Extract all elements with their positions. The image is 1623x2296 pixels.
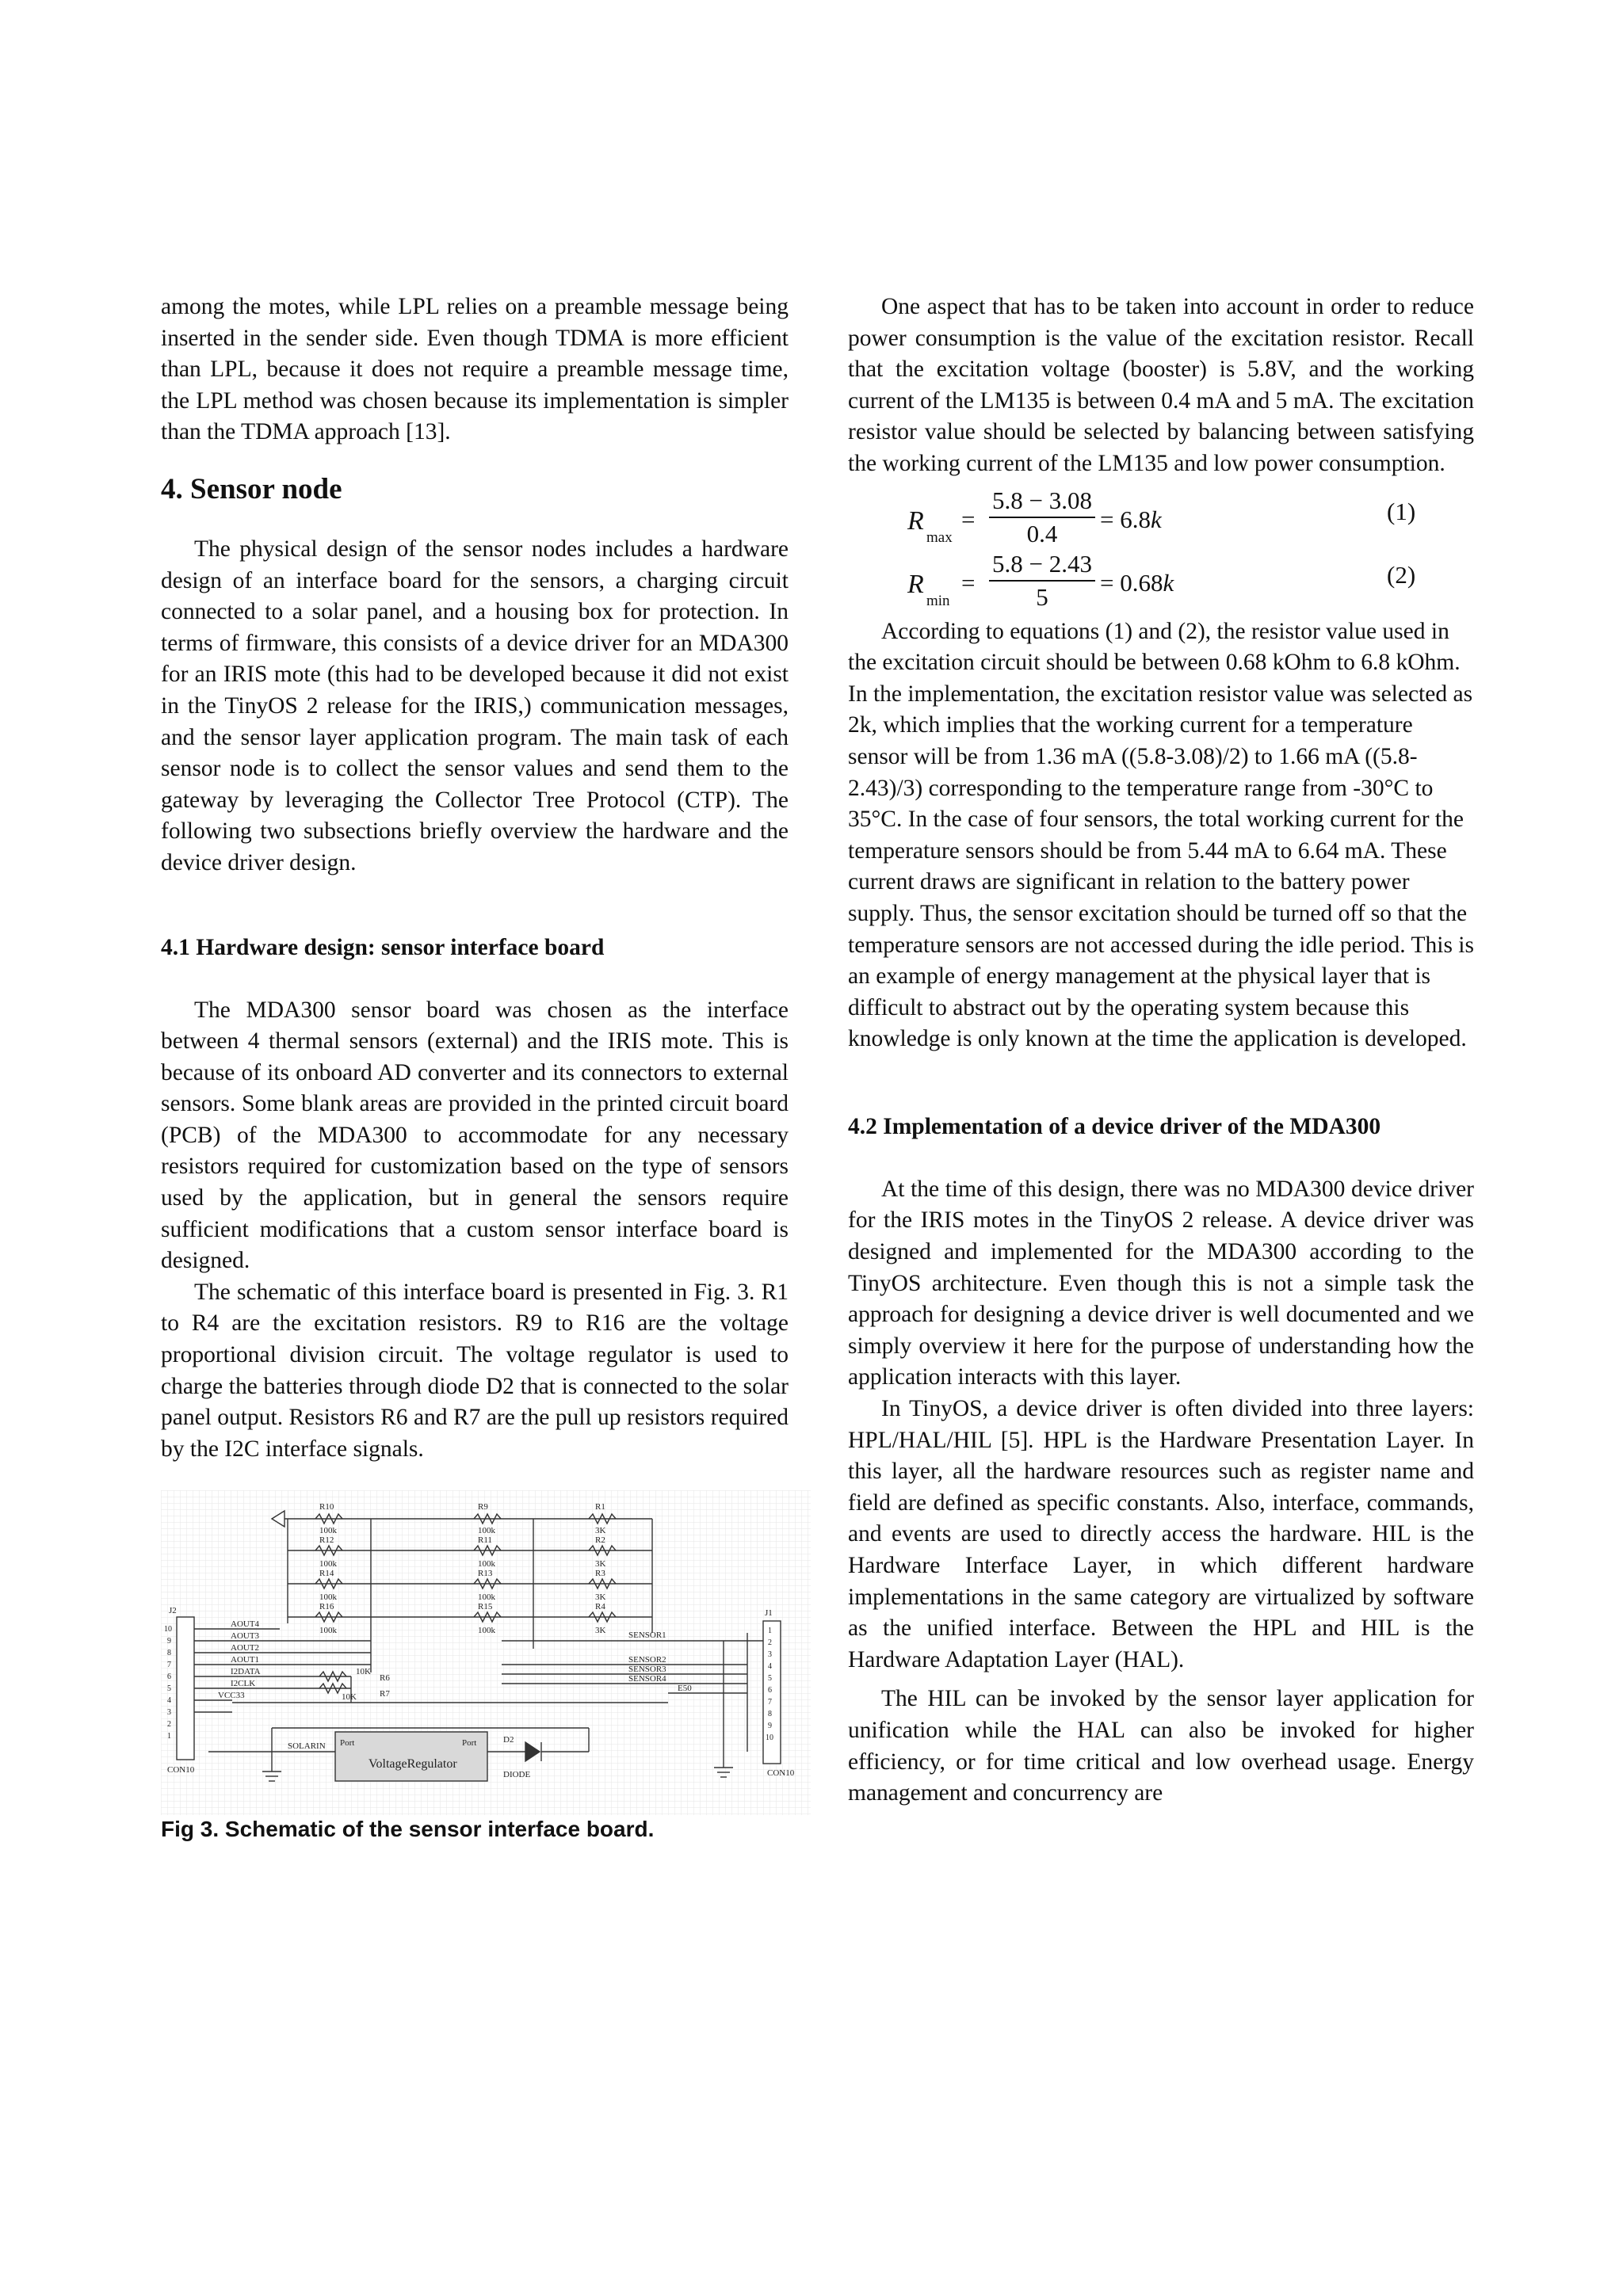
label-r11: R11 <box>478 1535 492 1546</box>
j2-pin: 6 <box>167 1672 171 1682</box>
j1-pin: 3 <box>768 1650 772 1660</box>
label-r16: R16 <box>319 1602 334 1612</box>
j1-pin: 9 <box>768 1722 772 1731</box>
eq1-result <box>1100 504 1162 536</box>
connector-j1 <box>763 1621 781 1764</box>
left-column <box>161 292 795 1844</box>
schematic-figure <box>161 1490 811 1815</box>
eq2-result-value: = 0.68 <box>1100 568 1163 597</box>
label-r15: R15 <box>478 1602 493 1612</box>
eq1-result-unit: k <box>1150 505 1162 533</box>
label-diode: DIODE <box>503 1770 531 1780</box>
label-sensor1: SENSOR1 <box>628 1630 666 1641</box>
eq2-number: (2) <box>1387 560 1416 589</box>
label-d2: D2 <box>503 1735 514 1745</box>
section-4-paragraph: The physical design of the sensor nodes includes a hardware design of an interface board for the sensors, a charging circuit connected to a solar panel, and a housing box for protection. In terms of firmware, this consists of a device driver for an MDA300 for an IRIS mote (this had to be developed because it did not exist in the TinyOS 2 release for the IRIS,) communication messages, and the sensor layer application program. The main task of each sensor node is to collect the sensor values and send them to the gateway by leveraging the Collector Tree Protocol (CTP). The following two subsections briefly overview the hardware and the device driver design. <box>161 536 789 875</box>
label-r6-value: 10K <box>356 1667 371 1677</box>
label-r15-value: 100k <box>478 1626 495 1636</box>
intro-paragraph: among the motes, while LPL relies on a preamble message being inserted in the sender side. Even though TDMA is more efficient than LPL, because it does not require a preamble message time, the LPL method was chosen because its implementation is simpler than the TDMA approach [13]. <box>161 294 789 445</box>
label-r10: R10 <box>319 1502 334 1512</box>
eq1-result-value: = 6.8 <box>1100 505 1151 533</box>
label-regulator: VoltageRegulator <box>369 1757 457 1772</box>
label-r9: R9 <box>478 1502 488 1512</box>
label-r4-value: 3K <box>595 1626 606 1636</box>
label-j1: J1 <box>765 1608 773 1619</box>
eq2-denominator: 5 <box>1036 582 1048 611</box>
resistor-value-paragraph: According to equations (1) and (2), the resistor value used in the excitation circuit should be between 0.68 kOhm to 6.8 kOhm. In the implementation, the excitation resistor value was selected as 2k, which implies that the working current for a temperature sensor will be from 1.36 mA ((5.8-3.08)/2) to 1.66 mA ((5.8-2.43)/3) corresponding to the temperature range from -30°C to 35°C. In the case of four sensors, the total working current for the temperature sensors should be from 5.44 mA to 6.64 mA. These current draws are significant in relation to the battery power supply. Thus, the sensor excitation should be turned off so that the temperature sensors are not accessed during the idle period. This is an example of energy management at the physical layer that is difficult to abstract out by the operating system because this knowledge is only known at the time the application is developed. <box>848 618 1474 1052</box>
right-column <box>848 292 1474 1810</box>
j1-pin: 1 <box>768 1627 772 1636</box>
label-solarin: SOLARIN <box>288 1741 326 1752</box>
j1-pin: 8 <box>768 1710 772 1719</box>
equation-1 <box>848 486 1474 550</box>
label-r3-value: 3K <box>595 1592 606 1603</box>
section-4-2-paragraph-1: At the time of this design, there was no MDA300 device driver for the IRIS motes in the TinyOS 2 release. A device driver was designed and implemented for the MDA300 according to the TinyOS architecture. Even though this is not a simple task the approach for designing a device driver is well documented and we simply overview it here for the purpose of understanding how the application interacts with this layer. <box>848 1176 1474 1390</box>
label-con10-right: CON10 <box>767 1768 795 1779</box>
j1-pin: 10 <box>766 1733 773 1743</box>
label-con10-left: CON10 <box>167 1765 195 1775</box>
section-4-1-paragraph-2: The schematic of this interface board is presented in Fig. 3. R1 to R4 are the excitation resistors. R9 to R16 are the voltage proportional division circuit. The voltage regulator is used to charge the batteries through diode D2 that is connected to the solar panel output. Resistors R6 and R7 are the pull up resistors required by the I2C interface signals. <box>161 1279 789 1462</box>
eq2-subscript: min <box>926 592 950 609</box>
label-r16-value: 100k <box>319 1626 337 1636</box>
label-r6: R6 <box>380 1673 390 1684</box>
label-r7-value: 10K <box>342 1692 357 1703</box>
j2-pin: 3 <box>167 1708 171 1718</box>
label-r14: R14 <box>319 1569 334 1579</box>
label-r14-value: 100k <box>319 1592 337 1603</box>
j1-pin: 2 <box>768 1638 772 1648</box>
eq2-result <box>1100 567 1174 599</box>
label-aout4: AOUT4 <box>231 1619 260 1630</box>
label-r13: R13 <box>478 1569 493 1579</box>
j1-pin: 6 <box>768 1686 772 1695</box>
label-port-in: Port <box>340 1738 355 1749</box>
j2-pin: 7 <box>167 1661 171 1670</box>
label-aout2: AOUT2 <box>231 1643 260 1653</box>
eq2-result-unit: k <box>1163 568 1174 597</box>
equation-2 <box>848 550 1474 613</box>
eq2-equals: = <box>961 568 976 597</box>
label-r4: R4 <box>595 1602 605 1612</box>
eq2-variable: R <box>907 569 924 599</box>
label-sensor2: SENSOR2 <box>628 1655 666 1665</box>
section-4-2-paragraph-3: The HIL can be invoked by the sensor layer application for unification while the HAL can also be invoked for higher efficiency, or for time critical and low overhead usage. Energy management and concurrency are <box>848 1686 1474 1806</box>
figure-3-caption: Fig 3. Schematic of the sensor interface board. <box>161 1817 655 1842</box>
eq1-denominator: 0.4 <box>1026 519 1058 547</box>
eq1-numerator: 5.8 − 3.08 <box>992 486 1092 514</box>
label-port-out: Port <box>462 1738 477 1749</box>
eq1-equals: = <box>961 505 976 533</box>
eq1-subscript: max <box>926 528 953 546</box>
label-r2: R2 <box>595 1535 605 1546</box>
label-r2-value: 3K <box>595 1559 606 1569</box>
label-sensor3: SENSOR3 <box>628 1665 666 1675</box>
j1-pin: 4 <box>768 1662 772 1672</box>
j2-pin: 10 <box>164 1625 172 1634</box>
section-4-1-heading: 4.1 Hardware design: sensor interface board <box>161 934 605 960</box>
section-4-1-paragraph-1: The MDA300 sensor board was chosen as the interface between 4 thermal sensors (external) and the IRIS mote. This is because of its onboard AD converter and its connectors to external sensors. Some blank areas are provided in the printed circuit board (PCB) of the MDA300 to accommodate for any necessary resistors required for customization based on the type of sensors used by the application, but in general the sensors require sufficient modifications that a custom sensor interface board is designed. <box>161 997 789 1274</box>
j1-pin: 5 <box>768 1674 772 1684</box>
label-r12-value: 100k <box>319 1559 337 1569</box>
label-r3: R3 <box>595 1569 605 1579</box>
section-4-2-paragraph-2: In TinyOS, a device driver is often divided into three layers: HPL/HAL/HIL [5]. HPL is the Hardware Presentation Layer. In this layer, all the hardware resources such as register name and field are defined as specific constants. Also, interface, commands, and events are used to directly access the hardware. HIL is the Hardware Interface Layer, in which different hardware implementations in the same category are virtualized by software as the unified interface. Between the HPL and HIL is the Hardware Adaptation Layer (HAL). <box>848 1396 1474 1672</box>
label-r7: R7 <box>380 1689 390 1699</box>
label-aout1: AOUT1 <box>231 1655 260 1665</box>
figure-3 <box>161 1490 811 1815</box>
eq1-variable: R <box>907 505 924 536</box>
label-r11-value: 100k <box>478 1559 495 1569</box>
eq2-numerator: 5.8 − 2.43 <box>992 549 1092 578</box>
j2-pin: 8 <box>167 1649 171 1658</box>
label-r12: R12 <box>319 1535 334 1546</box>
section-4-heading: 4. Sensor node <box>161 472 342 505</box>
label-aout3: AOUT3 <box>231 1631 260 1642</box>
label-r1: R1 <box>595 1502 605 1512</box>
label-r13-value: 100k <box>478 1592 495 1603</box>
connector-j2 <box>177 1617 194 1760</box>
label-vcc33: VCC33 <box>218 1691 245 1701</box>
label-i2clk: I2CLK <box>231 1679 256 1689</box>
eq1-number: (1) <box>1387 497 1416 525</box>
j2-pin: 5 <box>167 1684 171 1694</box>
j1-pin: 7 <box>768 1698 772 1707</box>
j2-pin: 9 <box>167 1637 171 1646</box>
label-r10-value: 100k <box>319 1526 337 1536</box>
label-r9-value: 100k <box>478 1526 495 1536</box>
excitation-paragraph: One aspect that has to be taken into account in order to reduce power consumption is the value of the excitation resistor. Recall that the excitation voltage (booster) is 5.8V, and the working current of the LM135 is between 0.4 mA and 5 mA. The excitation resistor value should be selected by balancing between satisfying the working current of the LM135 and low power consumption. <box>848 294 1474 476</box>
label-j2: J2 <box>169 1606 177 1616</box>
label-e50: E50 <box>678 1684 692 1694</box>
j2-pin: 1 <box>167 1732 171 1741</box>
label-r1-value: 3K <box>595 1526 606 1536</box>
j2-pin: 2 <box>167 1720 171 1730</box>
label-sensor4: SENSOR4 <box>628 1674 666 1684</box>
j2-pin: 4 <box>167 1696 171 1706</box>
section-4-2-heading: 4.2 Implementation of a device driver of the MDA300 <box>848 1113 1381 1139</box>
label-i2data: I2DATA <box>231 1667 261 1677</box>
